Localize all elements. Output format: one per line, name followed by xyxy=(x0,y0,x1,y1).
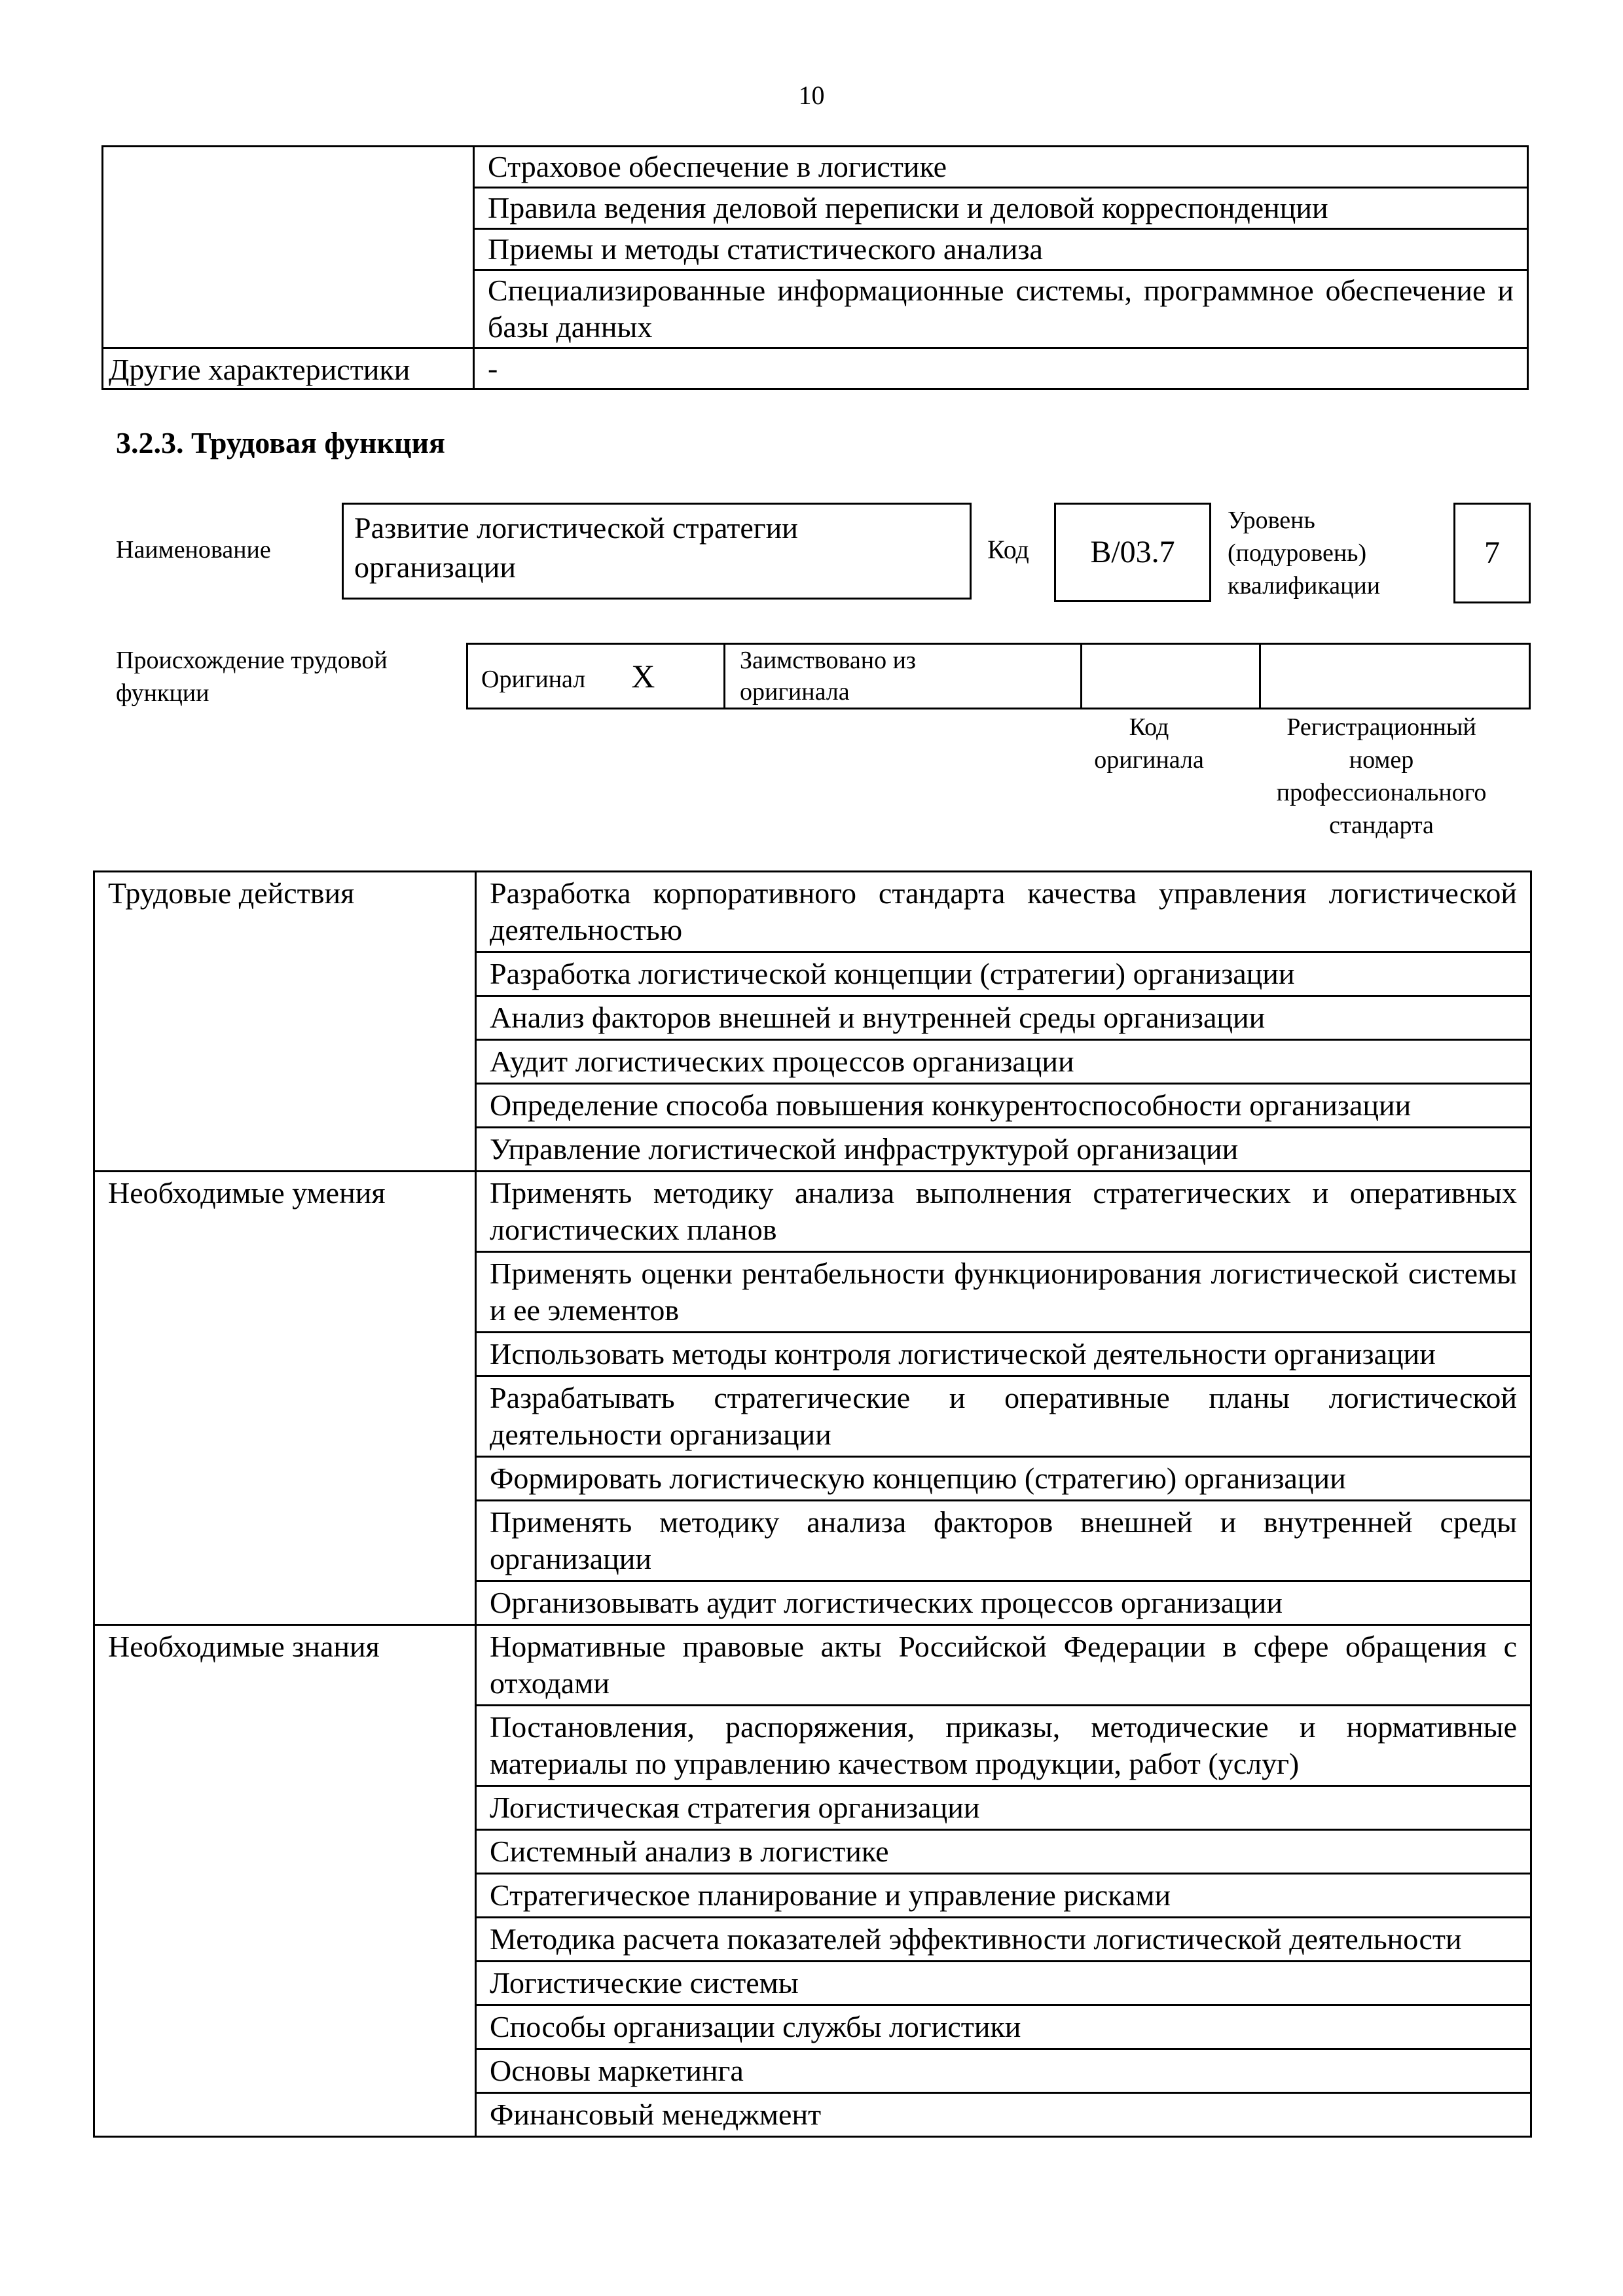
caption-line: оригинала xyxy=(1094,746,1204,774)
knowledge-cell: Логистическая стратегия организации xyxy=(476,1786,1531,1830)
labor-action-cell: Аудит логистических процессов организации xyxy=(476,1040,1531,1084)
original-code-caption xyxy=(1067,711,1231,776)
original-mark: X xyxy=(631,658,655,694)
name-label: Наименование xyxy=(116,536,271,564)
section-heading: 3.2.3. Трудовая функция xyxy=(116,426,445,459)
caption-line: Регистрационный xyxy=(1286,713,1476,741)
required-skills-label: Необходимые умения xyxy=(94,1172,476,1625)
code-label: Код xyxy=(987,535,1029,564)
knowledge-cell: Нормативные правовые акты Российской Федерации в сфере обращения с отходами xyxy=(476,1625,1531,1706)
origin-label xyxy=(116,644,388,709)
labor-action-cell: Анализ факторов внешней и внутренней среды организации xyxy=(476,996,1531,1040)
original-label: Оригинал xyxy=(481,666,586,693)
knowledge-cell: Системный анализ в логистике xyxy=(476,1830,1531,1874)
origin-label-line: функции xyxy=(116,679,210,707)
skill-cell: Организовывать аудит логистических процессов организации xyxy=(476,1581,1531,1625)
caption-line: номер xyxy=(1349,746,1414,774)
table-cell: Специализированные информационные системы, программное обеспечение и базы данных xyxy=(474,270,1528,348)
borrowed-cell xyxy=(725,644,1082,709)
registration-number-cell xyxy=(1260,644,1530,709)
empty-label-cell xyxy=(103,147,474,348)
labor-actions-label: Трудовые действия xyxy=(94,872,476,1172)
caption-line: Код xyxy=(1129,713,1169,741)
origin-label-line: Происхождение трудовой xyxy=(116,647,388,674)
table-cell: Страховое обеспечение в логистике xyxy=(474,147,1528,188)
page-number: 10 xyxy=(798,81,825,110)
knowledge-cell: Финансовый менеджмент xyxy=(476,2093,1531,2137)
borrowed-label-line: Заимствовано из xyxy=(740,647,916,674)
registration-number-caption xyxy=(1231,711,1532,842)
level-label-line: (подуровень) xyxy=(1228,539,1367,567)
table-cell: Приемы и методы статистического анализа xyxy=(474,229,1528,270)
labor-action-cell: Определение способа повышения конкурентоспособности организации xyxy=(476,1084,1531,1128)
labor-action-cell: Разработка корпоративного стандарта качества управления логистической деятельностью xyxy=(476,872,1531,952)
function-name-box: Развитие логистической стратегии организации xyxy=(342,503,972,600)
skill-cell: Применять методику анализа факторов внешней и внутренней среды организации xyxy=(476,1501,1531,1581)
knowledge-cell: Стратегическое планирование и управление рисками xyxy=(476,1874,1531,1918)
skill-cell: Применять методику анализа выполнения стратегических и оперативных логистических планов xyxy=(476,1172,1531,1252)
knowledge-cell: Логистические системы xyxy=(476,1962,1531,2005)
required-knowledge-label: Необходимые знания xyxy=(94,1625,476,2137)
borrowed-label-line: оригинала xyxy=(740,678,850,706)
table-cell: Правила ведения деловой переписки и деловой корреспонденции xyxy=(474,188,1528,229)
function-details-table xyxy=(93,870,1532,2138)
original-cell xyxy=(467,644,725,709)
level-box: 7 xyxy=(1453,503,1531,603)
level-label xyxy=(1228,504,1380,602)
knowledge-cell: Основы маркетинга xyxy=(476,2049,1531,2093)
other-characteristics-value: - xyxy=(474,348,1528,389)
labor-action-cell: Управление логистической инфраструктурой организации xyxy=(476,1128,1531,1172)
origin-table xyxy=(466,643,1531,709)
skill-cell: Использовать методы контроля логистической деятельности организации xyxy=(476,1333,1531,1376)
caption-line: стандарта xyxy=(1329,812,1434,839)
original-code-cell xyxy=(1082,644,1260,709)
skill-cell: Применять оценки рентабельности функционирования логистической системы и ее элементов xyxy=(476,1252,1531,1333)
knowledge-cell: Постановления, распоряжения, приказы, методические и нормативные материалы по управлению качеством продукции, работ (услуг) xyxy=(476,1706,1531,1786)
caption-line: профессионального xyxy=(1276,779,1487,806)
knowledge-cell: Способы организации службы логистики xyxy=(476,2005,1531,2049)
skill-cell: Разрабатывать стратегические и оперативные планы логистической деятельности организации xyxy=(476,1376,1531,1457)
level-label-line: Уровень xyxy=(1228,507,1315,534)
level-label-line: квалификации xyxy=(1228,572,1381,600)
labor-action-cell: Разработка логистической концепции (стратегии) организации xyxy=(476,952,1531,996)
skill-cell: Формировать логистическую концепцию (стратегию) организации xyxy=(476,1457,1531,1501)
code-box: B/03.7 xyxy=(1054,503,1211,602)
other-characteristics-label: Другие характеристики xyxy=(103,348,474,389)
knowledge-cell: Методика расчета показателей эффективности логистической деятельности xyxy=(476,1918,1531,1962)
continued-table xyxy=(101,145,1529,390)
